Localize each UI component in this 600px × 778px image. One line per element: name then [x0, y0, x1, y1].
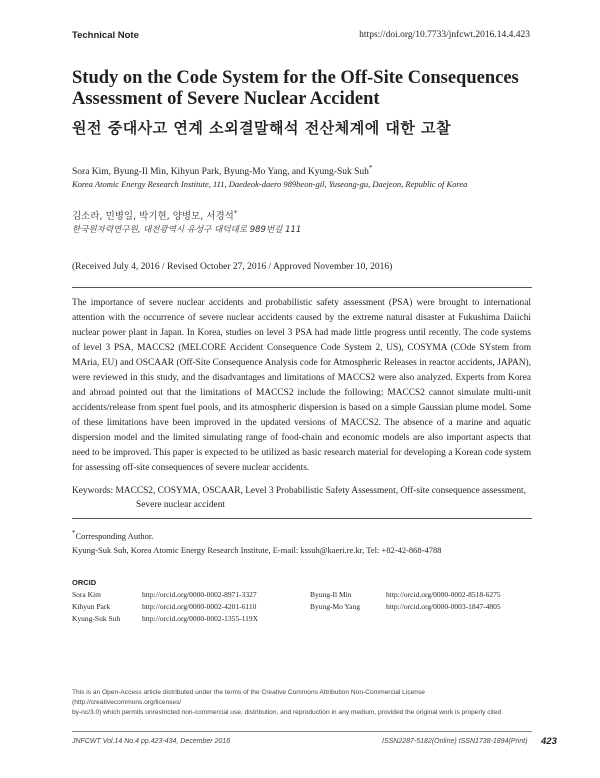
keywords	[72, 484, 531, 512]
corresponding-mark-korean: *	[233, 208, 238, 217]
orcid-name: Byung-Il Min	[310, 590, 352, 599]
author-affiliation: Korea Atomic Energy Research Institute, 111, Daedeok-daero 989beon-gil, Yuseong-gu, Daejeon, Republic of Korea	[72, 179, 468, 189]
orcid-name: Kihyun Park	[72, 602, 111, 611]
issn-info: ISSN2287-5182(Online) ISSN1738-1894(Print)	[382, 738, 528, 745]
paper-title-korean: 원전 중대사고 연계 소외결말해석 전산체계에 대한 고찰	[72, 119, 452, 137]
journal-citation: JNFCWT Vol.14 No.4 pp.423-434, December 2016	[72, 738, 231, 745]
corresponding-label: Corresponding Author.	[75, 530, 154, 541]
orcid-heading: ORCID	[72, 578, 97, 587]
orcid-name	[310, 614, 386, 626]
license-line-1: This is an Open-Access article distributed under the terms of the Creative Commons Attribution Non-Commercial License (http://creativecommons.org/licenses/	[72, 689, 425, 706]
abstract-text: The importance of severe nuclear accidents and probabilistic safety assessment (PSA) were brought to international attention with the occurrence of severe nuclear accidents caused by the extreme natural disaster at Fukushima Daiichi nuclear power plant in Japan. In Korea, studies on level 3 PSA had made little progress until recently. The code systems of level 3 PSA, MACCS2 (MELCORE Accident Consequence Code System 2, US), COSYMA (COde SYstem from MAria, EU) and OSCAAR (Off-Site Consequence Analysis code for Atmospheric Releases in reactor accidents, JAPAN), were reviewed in this study, and the disadvantages and limitations of MACCS2 were also analyzed. Experts from Korea and abroad pointed out that the limitations of MACCS2 include the following: MACCS2 cannot simulate multi-unit accidents/release from spent fuel pools, and its atmospheric dispersion is based on a simple Gaussian plume model. Some of these limitations have been improved in the updated versions of MACCS2. The absence of a marine and aquatic dispersion model and the limited simulating range of food-chain and economic models are also important aspects that need to be improved. This paper is expected to be utilized as basic research material for developing a Korean code system for assessing off-site consequences of severe nuclear accidents.	[72, 298, 531, 473]
author-list	[72, 164, 372, 177]
article-type-label: Technical Note	[72, 30, 139, 41]
orcid-url[interactable]: http://orcid.org/0000-0002-8518-6275	[386, 590, 501, 599]
license-notice	[72, 688, 532, 718]
orcid-name: Byung-Mo Yang	[310, 602, 361, 611]
doi-link[interactable]: https://doi.org/10.7733/jnfcwt.2016.14.4.423	[359, 30, 530, 40]
license-line-2: by-nc/3.0) which permits unrestricted non-commercial use, distribution, and reproduction in any medium, provided the original work is properly cited	[72, 709, 502, 716]
received-dates: (Received July 4, 2016 / Revised October 27, 2016 / Approved November 10, 2016)	[72, 262, 393, 272]
orcid-name: Kyung-Suk Suh	[72, 614, 121, 623]
paper-title-line-1: Study on the Code System for the Off-Site Consequences	[72, 68, 519, 88]
orcid-name: Sora Kim	[72, 590, 101, 599]
abstract-bottom-rule	[72, 518, 532, 519]
orcid-url[interactable]: http://orcid.org/0000-0002-1355-119X	[142, 614, 259, 623]
corresponding-author	[72, 526, 441, 557]
keywords-terms: MACCS2, COSYMA, OSCAAR, Level 3 Probabilistic Safety Assessment, Off-site consequence assessment, Severe nuclear accident	[115, 486, 526, 510]
author-affiliation-korean: 한국원자력연구원, 대전광역시 유성구 대덕대로 989번길 111	[72, 225, 302, 235]
orcid-row	[72, 614, 501, 626]
corresponding-details: Kyung-Suk Suh, Korea Atomic Energy Research Institute, E-mail: kssuh@kaeri.re.kr, Tel: +82-42-868-4788	[72, 544, 442, 555]
author-list-korean	[72, 208, 237, 222]
author-names: Sora Kim, Byung-Il Min, Kihyun Park, Byung-Mo Yang, and Kyung-Suk Suh	[72, 167, 369, 178]
paper-title-line-2: Assessment of Severe Nuclear Accident	[72, 89, 380, 109]
author-names-korean: 김소라, 민병일, 박기현, 양병모, 서경석	[72, 211, 234, 222]
paper-title	[72, 68, 542, 110]
orcid-url[interactable]	[386, 614, 501, 626]
orcid-row	[72, 602, 501, 614]
orcid-url[interactable]: http://orcid.org/0000-0003-1847-4805	[386, 602, 501, 611]
keywords-label: Keywords:	[72, 486, 114, 496]
orcid-url[interactable]: http://orcid.org/0000-0002-4201-6110	[142, 602, 257, 611]
corresponding-mark: *	[368, 164, 373, 172]
orcid-row	[72, 590, 501, 602]
footer-rule	[72, 731, 532, 732]
orcid-url[interactable]: http://orcid.org/0000-0002-8971-3327	[142, 590, 257, 599]
abstract-top-rule	[72, 287, 532, 288]
corresponding-footnote-mark: *	[72, 529, 76, 537]
page-number: 423	[541, 736, 557, 747]
orcid-table	[72, 590, 501, 626]
